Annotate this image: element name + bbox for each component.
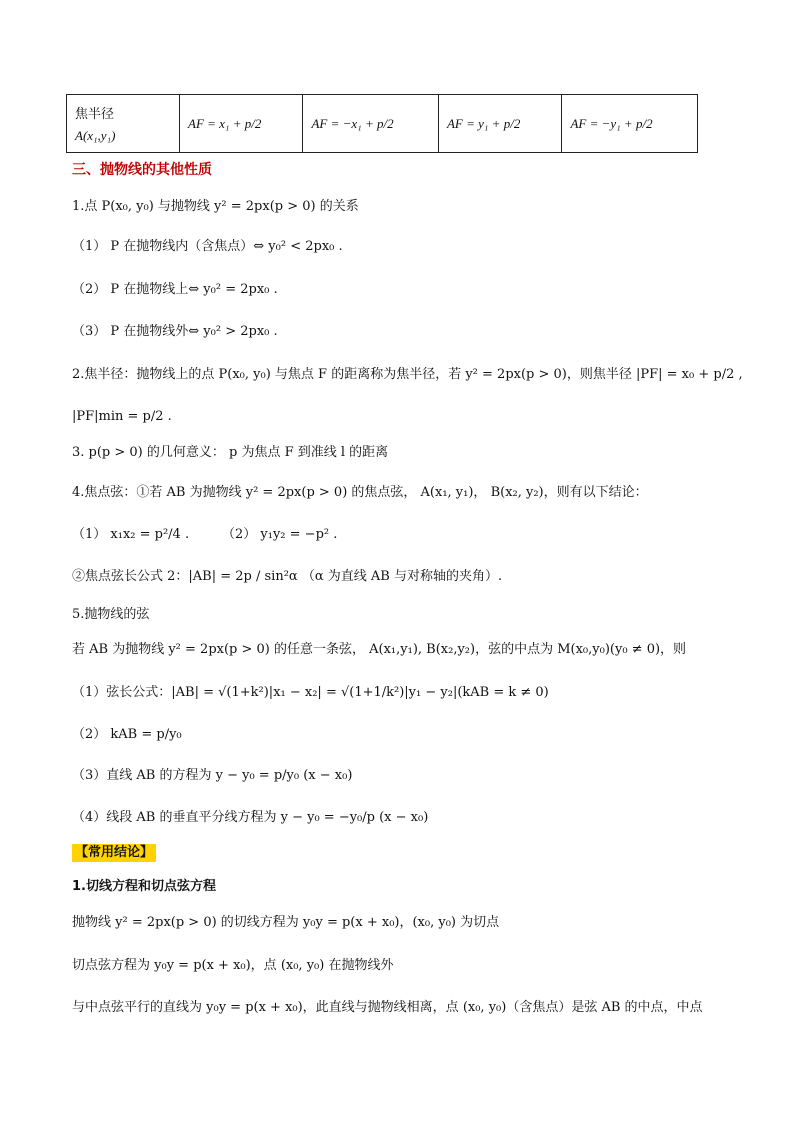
item5-p1: （1）弦长公式：|AB| = √(1+k²)|x₁ − x₂| = √(1+1/k²)|y₁ − y₂|(kAB = k ≠ 0) [72,685,549,700]
item5-intro: 若 AB 为抛物线 y² = 2px(p > 0) 的任意一条弦， A(x₁,y₁), B(x₂,y₂)，弦的中点为 M(x₀,y₀)(y₀ ≠ 0)，则 [72,642,687,657]
table-cell-1: AF = x₁ + p/2 [180,95,303,153]
common-conclusions-tag [72,844,156,862]
common-line1: 抛物线 y² = 2px(p > 0) 的切线方程为 y₀y = p(x + x₀)，(x₀, y₀) 为切点 [72,915,500,930]
item5-p3: （3）直线 AB 的方程为 y − y₀ = p/y₀ (x − x₀) [72,768,353,783]
item1-case2: （2） P 在抛物线上⇔ y₀² = 2px₀ . [72,282,278,297]
item3-text: 3. p(p > 0) 的几何意义： p 为焦点 F 到准线 l 的距离 [72,445,389,460]
table-cell-4: AF = −y₁ + p/2 [562,95,698,153]
item2-line2: |PF|min = p/2 . [72,409,172,424]
item4-result2: （2） y₁y₂ = −p² . [222,527,338,542]
common-heading: 1.切线方程和切点弦方程 [72,879,216,894]
item1-intro: 1.点 P(x₀, y₀) 与抛物线 y² = 2px(p > 0) 的关系 [72,199,359,214]
item2-line1: 2.焦半径：抛物线上的点 P(x₀, y₀) 与焦点 F 的距离称为焦半径，若 y² = 2px(p > 0)，则焦半径 |PF| = x₀ + p/2 , [72,367,743,382]
item5-p4: （4）线段 AB 的垂直平分线方程为 y − y₀ = −y₀/p (x − x₀) [72,810,429,825]
item5-title: 5.抛物线的弦 [72,607,150,622]
item1-case3: （3） P 在抛物线外⇔ y₀² > 2px₀ . [72,324,278,339]
item4-result1: （1） x₁x₂ = p²/4 . [72,527,190,542]
row-header-cell [67,95,180,153]
focal-radius-table [66,94,698,153]
section-title: 三、抛物线的其他性质 [72,162,212,178]
tag-label: 【常用结论】 [72,844,156,862]
item4-intro: 4.焦点弦：①若 AB 为抛物线 y² = 2px(p > 0) 的焦点弦， A(x₁, y₁)， B(x₂, y₂)，则有以下结论： [72,485,648,500]
table-row [67,95,698,153]
item4-formula2: ②焦点弦长公式 2：|AB| = 2p / sin²α （α 为直线 AB 与对称轴的夹角）. [72,569,503,584]
item1-case1: （1） P 在抛物线内（含焦点）⇔ y₀² < 2px₀ . [72,239,343,254]
item5-p2: （2） kAB = p/y₀ [72,727,182,742]
common-line2: 切点弦方程为 y₀y = p(x + x₀)，点 (x₀, y₀) 在抛物线外 [72,958,394,973]
row-header-point: A(x₁,y₁) [75,128,116,143]
row-header-label: 焦半径 [75,107,115,122]
table-cell-3: AF = y₁ + p/2 [438,95,561,153]
common-line3: 与中点弦平行的直线为 y₀y = p(x + x₀)，此直线与抛物线相离，点 (x₀, y₀)（含焦点）是弦 AB 的中点，中点 [72,1000,703,1015]
table-cell-2: AF = −x₁ + p/2 [303,95,439,153]
